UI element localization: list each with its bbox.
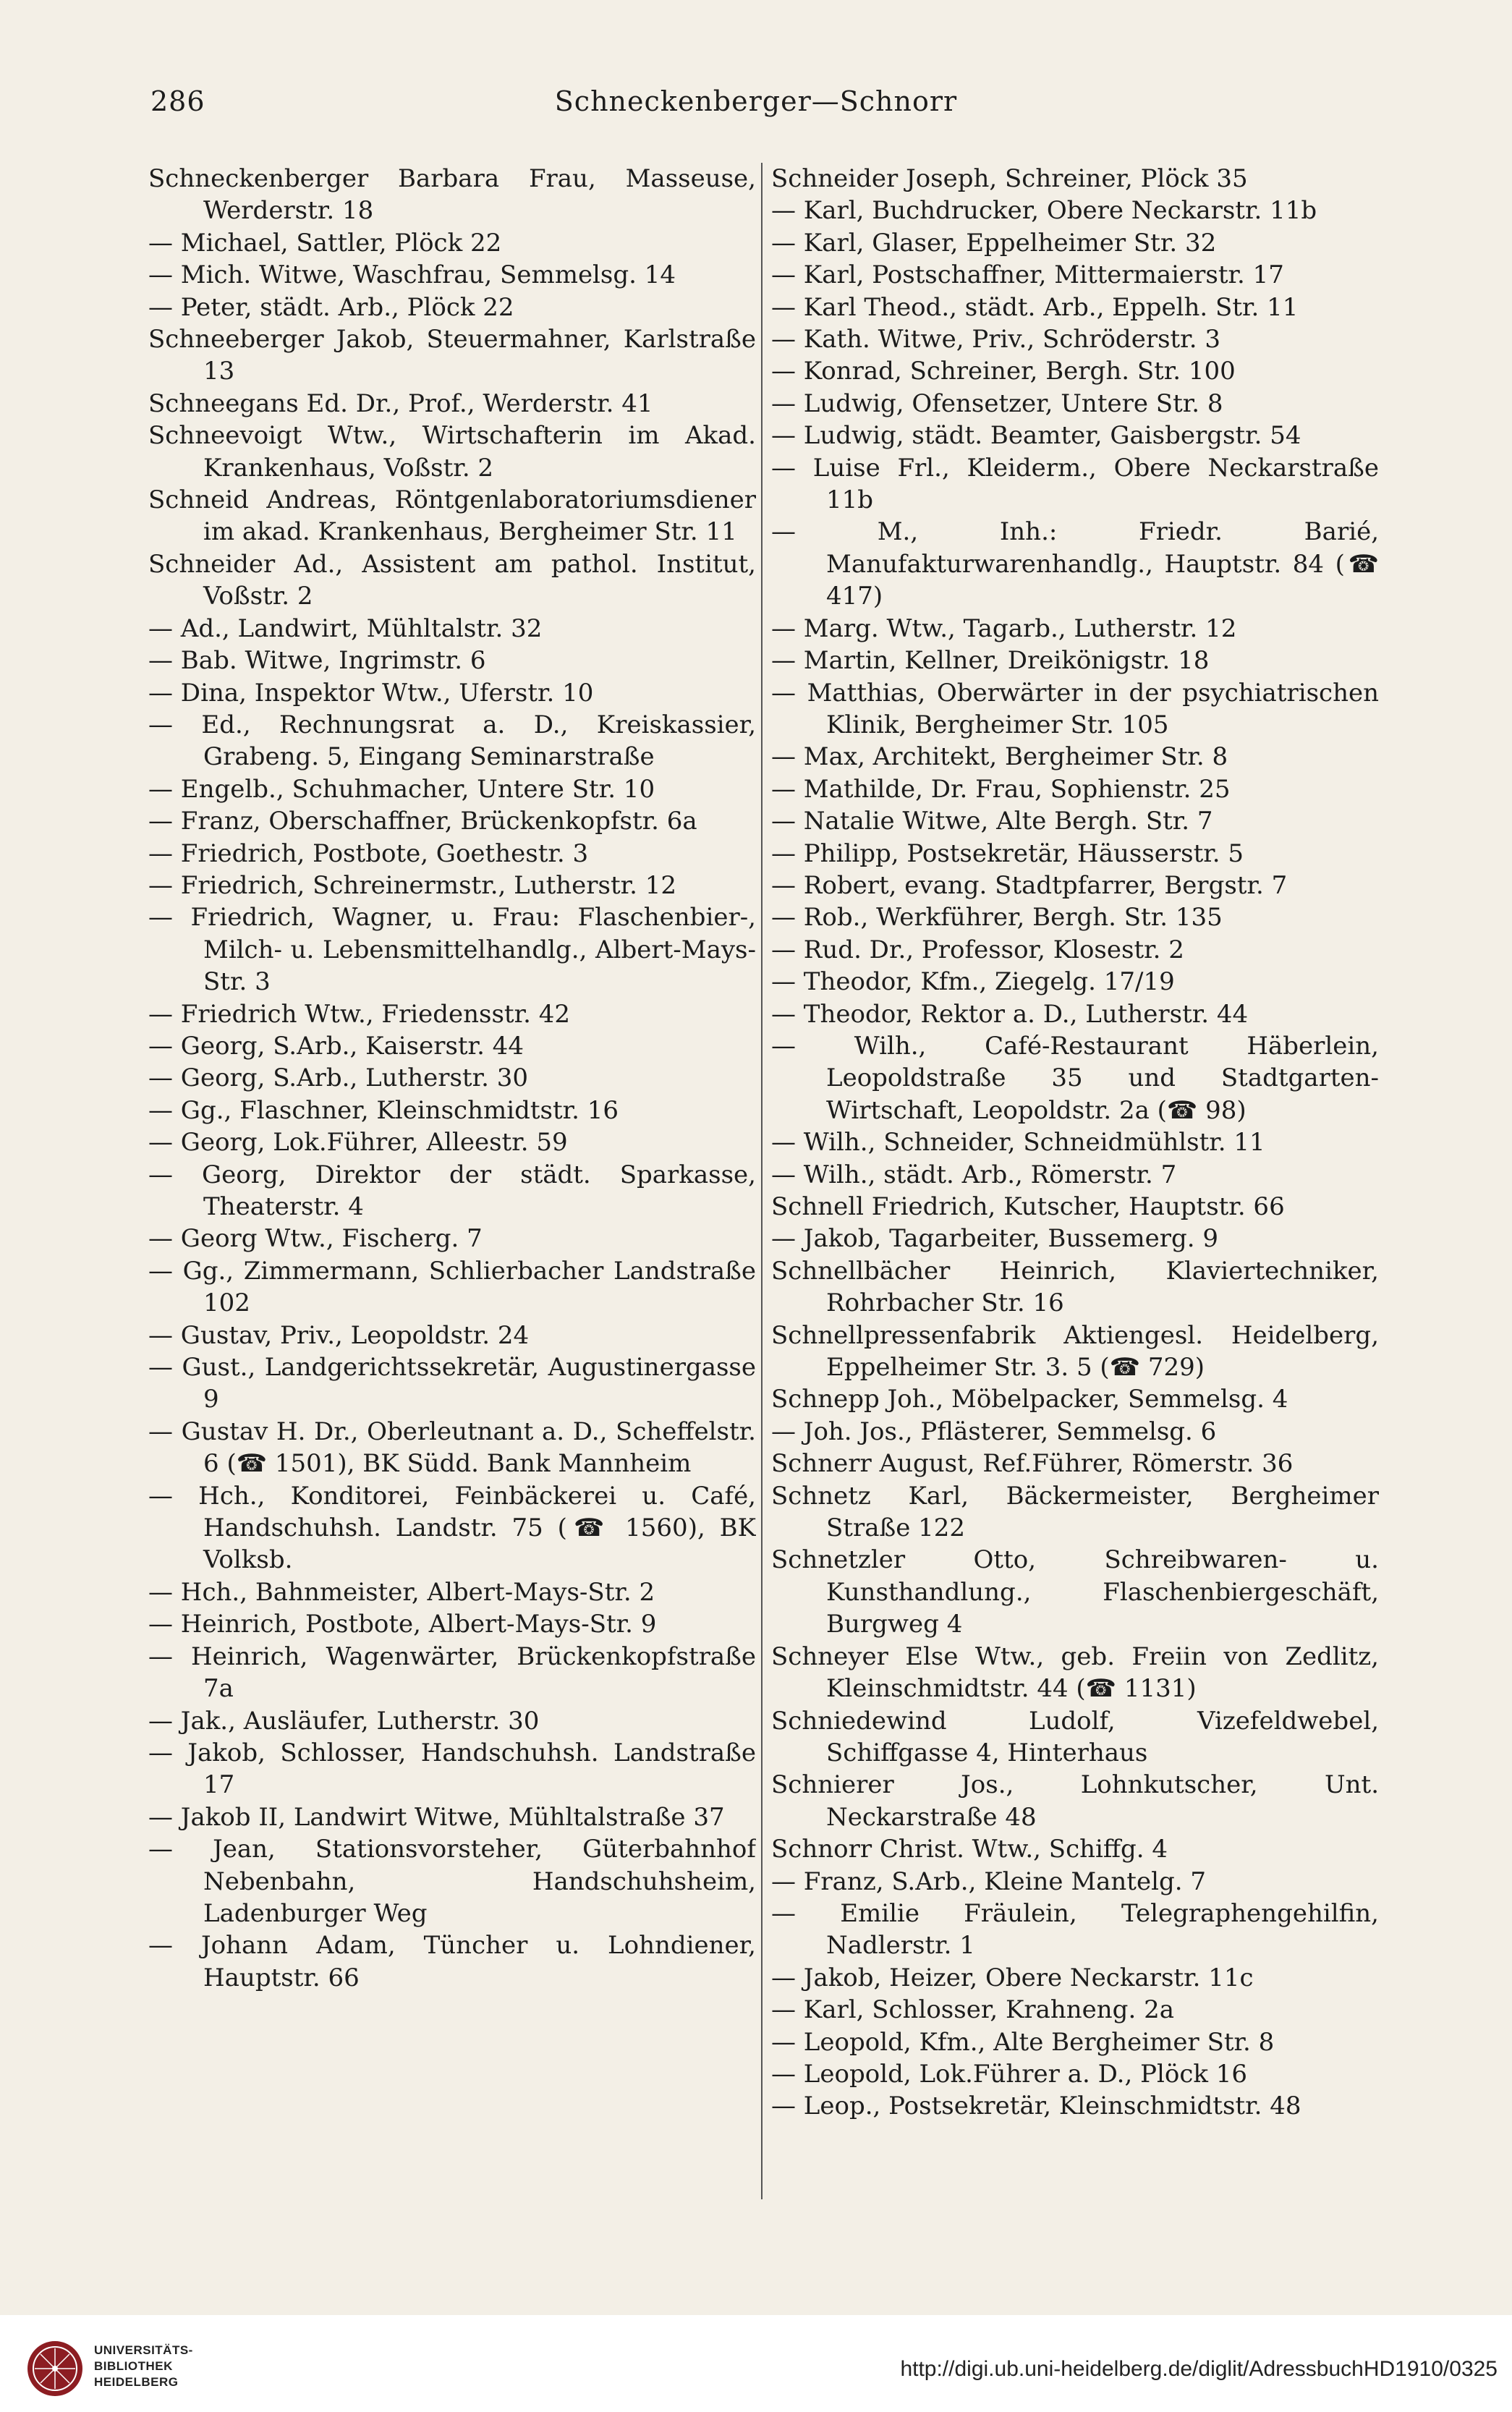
directory-entry: Schnierer Jos., Lohnkutscher, Unt. Neckarstraße 48 [771,1770,1379,1832]
directory-entry: — Jak., Ausläufer, Lutherstr. 30 [148,1706,540,1736]
directory-entry: Schnetz Karl, Bäckermeister, Bergheimer Straße 122 [771,1481,1379,1543]
directory-entry: — Martin, Kellner, Dreikönigstr. 18 [771,646,1210,676]
directory-entry: Schneegans Ed. Dr., Prof., Werderstr. 41 [148,388,653,418]
page-number: 286 [150,85,205,117]
directory-entry: — Peter, städt. Arb., Plöck 22 [148,292,514,322]
directory-entry: — Georg Wtw., Fischerg. 7 [148,1224,483,1254]
directory-entry: — Heinrich, Postbote, Albert-Mays-Str. 9 [148,1610,657,1639]
directory-entry: — Gg., Zimmermann, Schlierbacher Landstraße 102 [148,1256,756,1318]
directory-entry: — Gustav, Priv., Leopoldstr. 24 [148,1320,530,1350]
directory-entry: — Ludwig, Ofensetzer, Untere Str. 8 [771,388,1223,418]
directory-entry: — Bab. Witwe, Ingrimstr. 6 [148,646,486,676]
right-column [771,163,1379,2199]
directory-entry: — Karl, Schlosser, Krahneng. 2a [771,1995,1174,2025]
directory-entry: Schneevoigt Wtw., Wirtschafterin im Akad. Krankenhaus, Voßstr. 2 [148,421,756,483]
footer [0,2315,1512,2412]
directory-entry: — Georg, S.Arb., Lutherstr. 30 [148,1063,528,1093]
directory-entry: Schneid Andreas, Röntgenlaboratoriumsdiener im akad. Krankenhaus, Bergheimer Str. 11 [148,485,756,547]
directory-entry: Schnerr August, Ref.Führer, Römerstr. 36 [771,1449,1294,1479]
directory-entry: — Ed., Rechnungsrat a. D., Kreiskassier, Grabeng. 5, Eingang Seminarstraße [148,710,756,772]
directory-entry: — Wilh., Schneider, Schneidmühlstr. 11 [771,1128,1265,1158]
directory-entry: — Emilie Fräulein, Telegraphengehilfin, Nadlerstr. 1 [771,1898,1379,1961]
directory-entry: — Mathilde, Dr. Frau, Sophienstr. 25 [771,774,1231,804]
directory-entry: — Heinrich, Wagenwärter, Brückenkopfstraße 7a [148,1642,756,1704]
directory-entry: — Friedrich, Postbote, Goethestr. 3 [148,838,589,868]
directory-entry: — Joh. Jos., Pflästerer, Semmelsg. 6 [771,1417,1217,1446]
directory-entry: — Robert, evang. Stadtpfarrer, Bergstr. 7 [771,870,1288,900]
directory-entry: Schnorr Christ. Wtw., Schiffg. 4 [771,1835,1168,1864]
permalink-url[interactable]: http://digi.ub.uni-heidelberg.de/diglit/AdressbuchHD1910/0325 [900,2357,1498,2381]
directory-entry: — Natalie Witwe, Alte Bergh. Str. 7 [771,807,1213,836]
directory-entry: — Mich. Witwe, Waschfrau, Semmelsg. 14 [148,260,676,290]
directory-entry: — Kath. Witwe, Priv., Schröderstr. 3 [771,325,1220,354]
directory-entry: — Georg, Direktor der städt. Sparkasse, Theaterstr. 4 [148,1160,756,1221]
directory-entry: — Max, Architekt, Bergheimer Str. 8 [771,742,1228,772]
directory-entry: Schnellbächer Heinrich, Klaviertechniker, Rohrbacher Str. 16 [771,1256,1379,1318]
directory-entry: — Friedrich Wtw., Friedensstr. 42 [148,999,570,1029]
running-title: Schneckenberger—Schnorr [554,85,958,117]
directory-entry: Schneckenberger Barbara Frau, Masseuse, Werderstr. 18 [148,164,756,226]
directory-entry: — Franz, Oberschaffner, Brückenkopfstr. 6a [148,807,697,836]
directory-entry: — M., Inh.: Friedr. Barié, Manufakturwarenhandlg., Hauptstr. 84 (☎ 417) [771,517,1379,611]
directory-entry: Schnell Friedrich, Kutscher, Hauptstr. 66 [771,1192,1285,1221]
directory-entry: — Dina, Inspektor Wtw., Uferstr. 10 [148,678,594,708]
directory-entry: Schneider Ad., Assistent am pathol. Institut, Voßstr. 2 [148,549,756,611]
directory-entry: — Jakob, Schlosser, Handschuhsh. Landstraße 17 [148,1738,756,1800]
directory-entry: — Friedrich, Wagner, u. Frau: Flaschenbier-, Milch- u. Lebensmittelhandlg., Albert-Mays-Str. 3 [148,903,756,997]
directory-entry: — Philipp, Postsekretär, Häusserstr. 5 [771,838,1244,868]
directory-entry: — Karl, Postschaffner, Mittermaierstr. 17 [771,260,1284,290]
directory-entry: — Hch., Konditorei, Feinbäckerei u. Café, Handschuhsh. Landstr. 75 (☎ 1560), BK Volksb. [148,1481,756,1575]
directory-entry: — Jakob, Tagarbeiter, Bussemerg. 9 [771,1224,1218,1254]
directory-entry: Schnellpressenfabrik Aktiengesl. Heidelberg, Eppelheimer Str. 3. 5 (☎ 729) [771,1320,1379,1383]
directory-entry: — Ludwig, städt. Beamter, Gaisbergstr. 54 [771,421,1301,451]
directory-entry: — Leop., Postsekretär, Kleinschmidtstr. 48 [771,2092,1301,2121]
institution-line-2: BIBLIOTHEK [94,2359,173,2373]
institution-line-1: UNIVERSITÄTS- [94,2343,193,2357]
directory-entry: — Marg. Wtw., Tagarb., Lutherstr. 12 [771,613,1237,643]
directory-entry: — Rud. Dr., Professor, Klosestr. 2 [771,935,1184,964]
institution-line-3: HEIDELBERG [94,2375,179,2389]
directory-entry: — Konrad, Schreiner, Bergh. Str. 100 [771,357,1236,386]
directory-entry: — Georg, S.Arb., Kaiserstr. 44 [148,1031,524,1061]
university-seal-icon [26,2340,84,2398]
directory-entry: Schniedewind Ludolf, Vizefeldwebel, Schiffgasse 4, Hinterhaus [771,1706,1379,1767]
directory-entry: Schnepp Joh., Möbelpacker, Semmelsg. 4 [771,1385,1288,1414]
directory-entry: — Karl Theod., städt. Arb., Eppelh. Str. 11 [771,292,1299,322]
directory-entry: — Gg., Flaschner, Kleinschmidtstr. 16 [148,1095,619,1125]
directory-entry: — Leopold, Kfm., Alte Bergheimer Str. 8 [771,2027,1275,2057]
directory-entry: — Engelb., Schuhmacher, Untere Str. 10 [148,774,655,804]
directory-entry: — Franz, S.Arb., Kleine Mantelg. 7 [771,1867,1206,1896]
institution-name [94,2343,193,2390]
directory-entry: — Friedrich, Schreinermstr., Lutherstr. 12 [148,870,677,900]
directory-entry: — Luise Frl., Kleiderm., Obere Neckarstraße 11b [771,453,1379,515]
directory-entry: — Theodor, Kfm., Ziegelg. 17/19 [771,967,1175,997]
directory-entry: — Georg, Lok.Führer, Alleestr. 59 [148,1128,568,1158]
directory-entry: Schneider Joseph, Schreiner, Plöck 35 [771,164,1248,193]
directory-entry: — Jean, Stationsvorsteher, Güterbahnhof Nebenbahn, Handschuhsheim, Ladenburger Weg [148,1835,756,1928]
column-divider [761,163,763,2199]
directory-entry: — Michael, Sattler, Plöck 22 [148,228,502,258]
directory-entry: — Wilh., städt. Arb., Römerstr. 7 [771,1160,1177,1189]
directory-entry: — Wilh., Café-Restaurant Häberlein, Leopoldstraße 35 und Stadtgarten-Wirtschaft, Leopoldstr. 2a (☎ 98) [771,1031,1379,1125]
directory-entry: — Gust., Landgerichtssekretär, Augustinergasse 9 [148,1353,756,1414]
directory-entry: — Jakob II, Landwirt Witwe, Mühltalstraße 37 [148,1802,725,1832]
directory-entry: — Rob., Werkführer, Bergh. Str. 135 [771,903,1223,933]
page-header [0,85,1512,129]
directory-entry: — Johann Adam, Tüncher u. Lohndiener, Hauptstr. 66 [148,1931,756,1992]
left-column [148,163,756,2199]
directory-entry: Schneeberger Jakob, Steuermahner, Karlstraße 13 [148,325,756,386]
directory-entry: — Karl, Glaser, Eppelheimer Str. 32 [771,228,1217,258]
directory-entry: — Jakob, Heizer, Obere Neckarstr. 11c [771,1963,1254,1992]
directory-entry: Schneyer Else Wtw., geb. Freiin von Zedlitz, Kleinschmidtstr. 44 (☎ 1131) [771,1642,1379,1704]
directory-entry: — Karl, Buchdrucker, Obere Neckarstr. 11b [771,196,1317,226]
directory-entry: — Ad., Landwirt, Mühltalstr. 32 [148,613,543,643]
directory-entry: — Leopold, Lok.Führer a. D., Plöck 16 [771,2059,1248,2089]
directory-entry: Schnetzler Otto, Schreibwaren- u. Kunsthandlung., Flaschenbiergeschäft, Burgweg 4 [771,1545,1379,1639]
directory-entry: — Matthias, Oberwärter in der psychiatrischen Klinik, Bergheimer Str. 105 [771,678,1379,739]
directory-entry: — Theodor, Rektor a. D., Lutherstr. 44 [771,999,1249,1029]
directory-entry: — Gustav H. Dr., Oberleutnant a. D., Scheffelstr. 6 (☎ 1501), BK Südd. Bank Mannheim [148,1417,756,1479]
directory-entry: — Hch., Bahnmeister, Albert-Mays-Str. 2 [148,1577,655,1607]
